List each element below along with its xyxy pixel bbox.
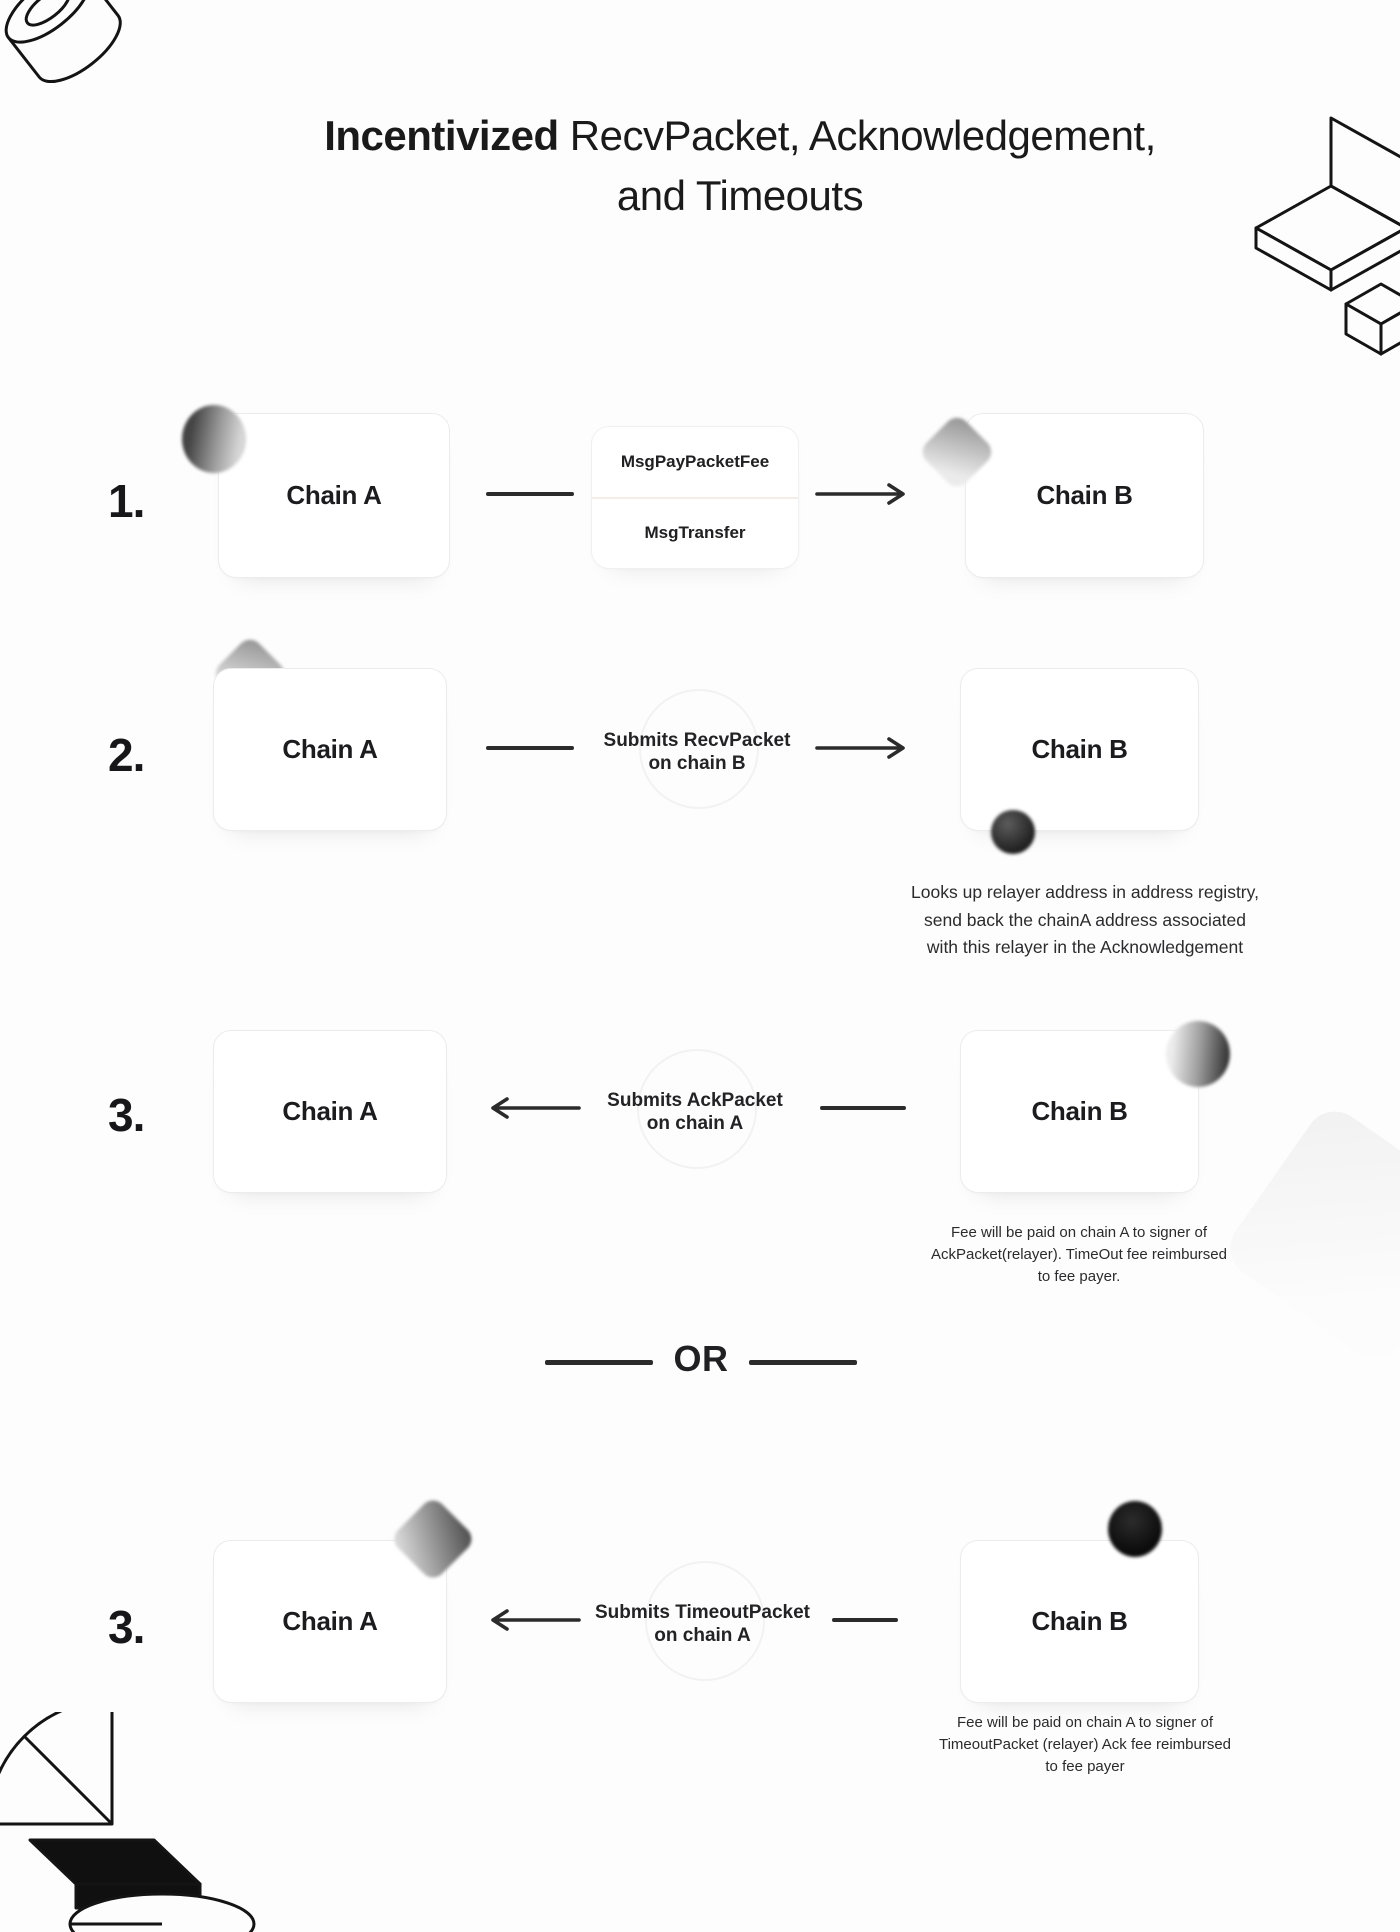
caption-line: AckPacket(relayer). TimeOut fee reimbursed [931, 1246, 1227, 1263]
chain-a-label: Chain A [282, 734, 378, 764]
title-line1 [324, 112, 1156, 159]
chain-b-box [960, 668, 1199, 831]
connector-line [486, 492, 574, 496]
step-number: 3. [108, 1089, 145, 1141]
action-line2: on chain A [646, 1113, 744, 1134]
action-line2: on chain A [654, 1625, 751, 1646]
chain-b-box [965, 413, 1204, 578]
msg-pay-packet-fee-label: MsgPayPacketFee [620, 451, 770, 471]
or-label: OR [673, 1338, 729, 1379]
action-line1: Submits RecvPacket [603, 730, 791, 751]
chain-a-box [213, 1030, 447, 1193]
chain-b-label: Chain B [1036, 480, 1133, 510]
chain-b-label: Chain B [1031, 734, 1128, 764]
step-number: 2. [108, 729, 145, 781]
step-number: 1. [108, 475, 145, 527]
or-divider-line [545, 1360, 653, 1365]
chain-b-label: Chain B [1031, 1606, 1128, 1636]
sphere-decoration [182, 405, 246, 473]
caption-line: to fee payer. [1037, 1268, 1121, 1285]
caption-line: TimeoutPacket (relayer) Ack fee reimbursed [938, 1736, 1232, 1753]
chain-a-box [218, 413, 450, 578]
connector-line [486, 746, 574, 750]
msg-transfer-label: MsgTransfer [592, 497, 798, 569]
arrow-right-icon [815, 735, 913, 761]
action-line1: Submits TimeoutPacket [594, 1602, 811, 1623]
cylinder-sketch-icon [0, 0, 144, 116]
sphere-decoration [991, 810, 1035, 854]
arrow-left-icon [483, 1095, 581, 1121]
step-caption [880, 879, 1290, 962]
chain-a-label: Chain A [286, 480, 382, 510]
caption-line: Fee will be paid on chain A to signer of [951, 1224, 1207, 1241]
caption-line: to fee payer [1045, 1758, 1125, 1775]
action-line2: on chain B [648, 753, 746, 774]
connector-line [832, 1618, 898, 1622]
arrow-right-icon [815, 481, 913, 507]
pie-chart-sketch-icon [0, 1712, 287, 1932]
chain-b-box [960, 1030, 1199, 1193]
action-label [572, 729, 822, 775]
caption-line: with this relayer in the Acknowledgement [926, 937, 1244, 957]
chain-b-box [960, 1540, 1199, 1703]
chain-a-label: Chain A [282, 1096, 378, 1126]
step-number: 3. [108, 1601, 145, 1653]
step-caption [905, 1712, 1265, 1778]
caption-line: send back the chainA address associated [923, 909, 1246, 930]
or-divider-line [749, 1360, 857, 1365]
sphere-decoration [1166, 1021, 1230, 1087]
action-label [570, 1089, 820, 1135]
step-caption [900, 1222, 1258, 1288]
caption-line: Looks up relayer address in address registry, [911, 882, 1259, 902]
action-label [555, 1601, 850, 1647]
chain-a-box [213, 668, 447, 831]
msg-box [591, 426, 799, 569]
sphere-decoration [1108, 1501, 1162, 1557]
action-line1: Submits AckPacket [607, 1090, 783, 1111]
title-line2: and Timeouts [616, 172, 864, 219]
page-title [80, 106, 1400, 226]
chain-a-box [213, 1540, 447, 1703]
title-line1-rest: RecvPacket, Acknowledgement, [558, 112, 1156, 159]
chain-b-label: Chain B [1031, 1096, 1128, 1126]
title-emphasis: Incentivized [324, 112, 559, 159]
connector-line [820, 1106, 906, 1110]
caption-line: Fee will be paid on chain A to signer of [957, 1714, 1213, 1731]
chain-a-label: Chain A [282, 1606, 378, 1636]
